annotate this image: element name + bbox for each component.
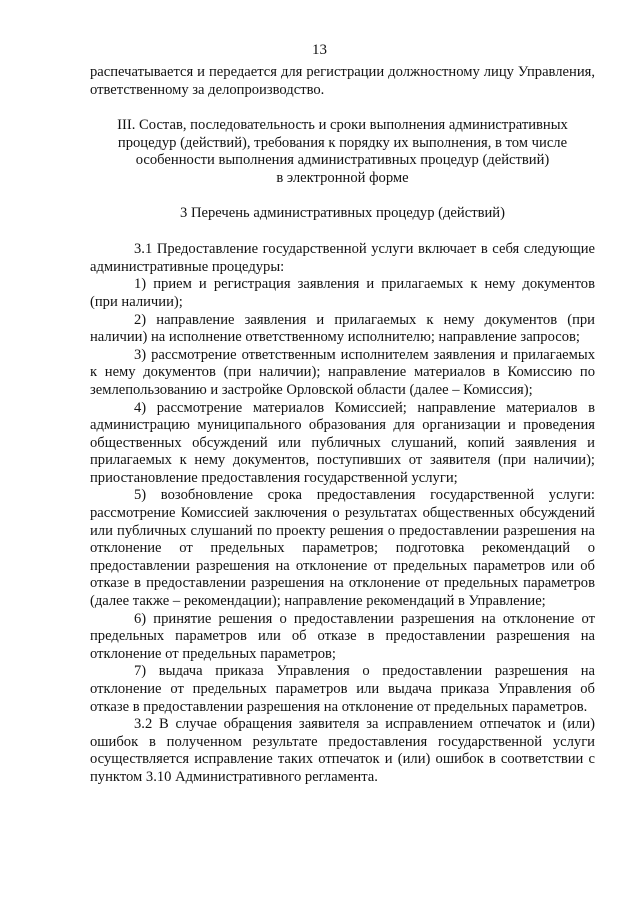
- section-title: [90, 117, 595, 187]
- page-number: 13: [312, 42, 327, 58]
- procedure-item-7: 7) выдача приказа Управления о предоставлении разрешения на отклонение от предельных параметров или выдача приказа Управления об отказе в предоставлении разрешения на отклонение от предельных параметров.: [90, 663, 595, 715]
- procedure-item-3: 3) рассмотрение ответственным исполнителем заявления и прилагаемых к нему документов (при наличии); направление материалов в Комиссию по землепользованию и застройке Орловской области (далее – Комиссия);: [90, 346, 595, 398]
- paragraph-3-2: 3.2 В случае обращения заявителя за исправлением отпечаток и (или) ошибок в полученном результате предоставления государственной услуги осуществляется исправление таких отпечаток и (или) ошибок в соответствии с пунктом 3.10 Административного регламента.: [90, 716, 595, 785]
- procedure-item-6: 6) принятие решения о предоставлении разрешения на отклонение от предельных параметров или об отказе в предоставлении разрешения на отклонение от предельных параметров;: [90, 610, 595, 662]
- paragraph-3-1-intro: 3.1 Предоставление государственной услуги включает в себя следующие административные процедуры:: [90, 241, 595, 275]
- procedure-item-2: 2) направление заявления и прилагаемых к нему документов (при наличии) на исполнение ответственному исполнителю; направление запросов;: [90, 311, 595, 346]
- procedure-item-4: 4) рассмотрение материалов Комиссией; направление материалов в администрацию муниципального образования для организации и проведения общественных обсуждений или публичных слушаний, копий заявления и прилагаемых к нему документов, поступивших от заявителя (при наличии); приостановление предоставления государственной услуги;: [90, 399, 595, 486]
- section-title-line: в электронной форме: [276, 169, 409, 186]
- continuation-paragraph: распечатывается и передается для регистрации должностному лицу Управления, ответственному за делопроизводство.: [90, 64, 595, 98]
- procedure-item-1: 1) прием и регистрация заявления и прилагаемых к нему документов (при наличии);: [90, 276, 595, 310]
- section-title-line: процедур (действий), требования к порядку их выполнения, в том числе: [117, 134, 568, 151]
- subsection-title: 3 Перечень административных процедур (действий): [180, 204, 505, 221]
- page-content: [90, 64, 595, 787]
- procedure-item-5: 5) возобновление срока предоставления государственной услуги: рассмотрение Комиссией заключения о результатах общественных обсуждений или публичных слушаний по проекту решения о предоставлении разрешения на отклонение от предельных параметров; подготовка рекомендаций о предоставлении разрешения на отклонение от предельных параметров или об отказе в предоставлении разрешения на отклонение от предельных параметров (далее также – рекомендации); направление рекомендаций в Управление;: [90, 487, 595, 610]
- section-title-line: III. Состав, последовательность и сроки выполнения административных: [117, 117, 568, 134]
- section-title-line: особенности выполнения административных процедур (действий): [135, 152, 550, 169]
